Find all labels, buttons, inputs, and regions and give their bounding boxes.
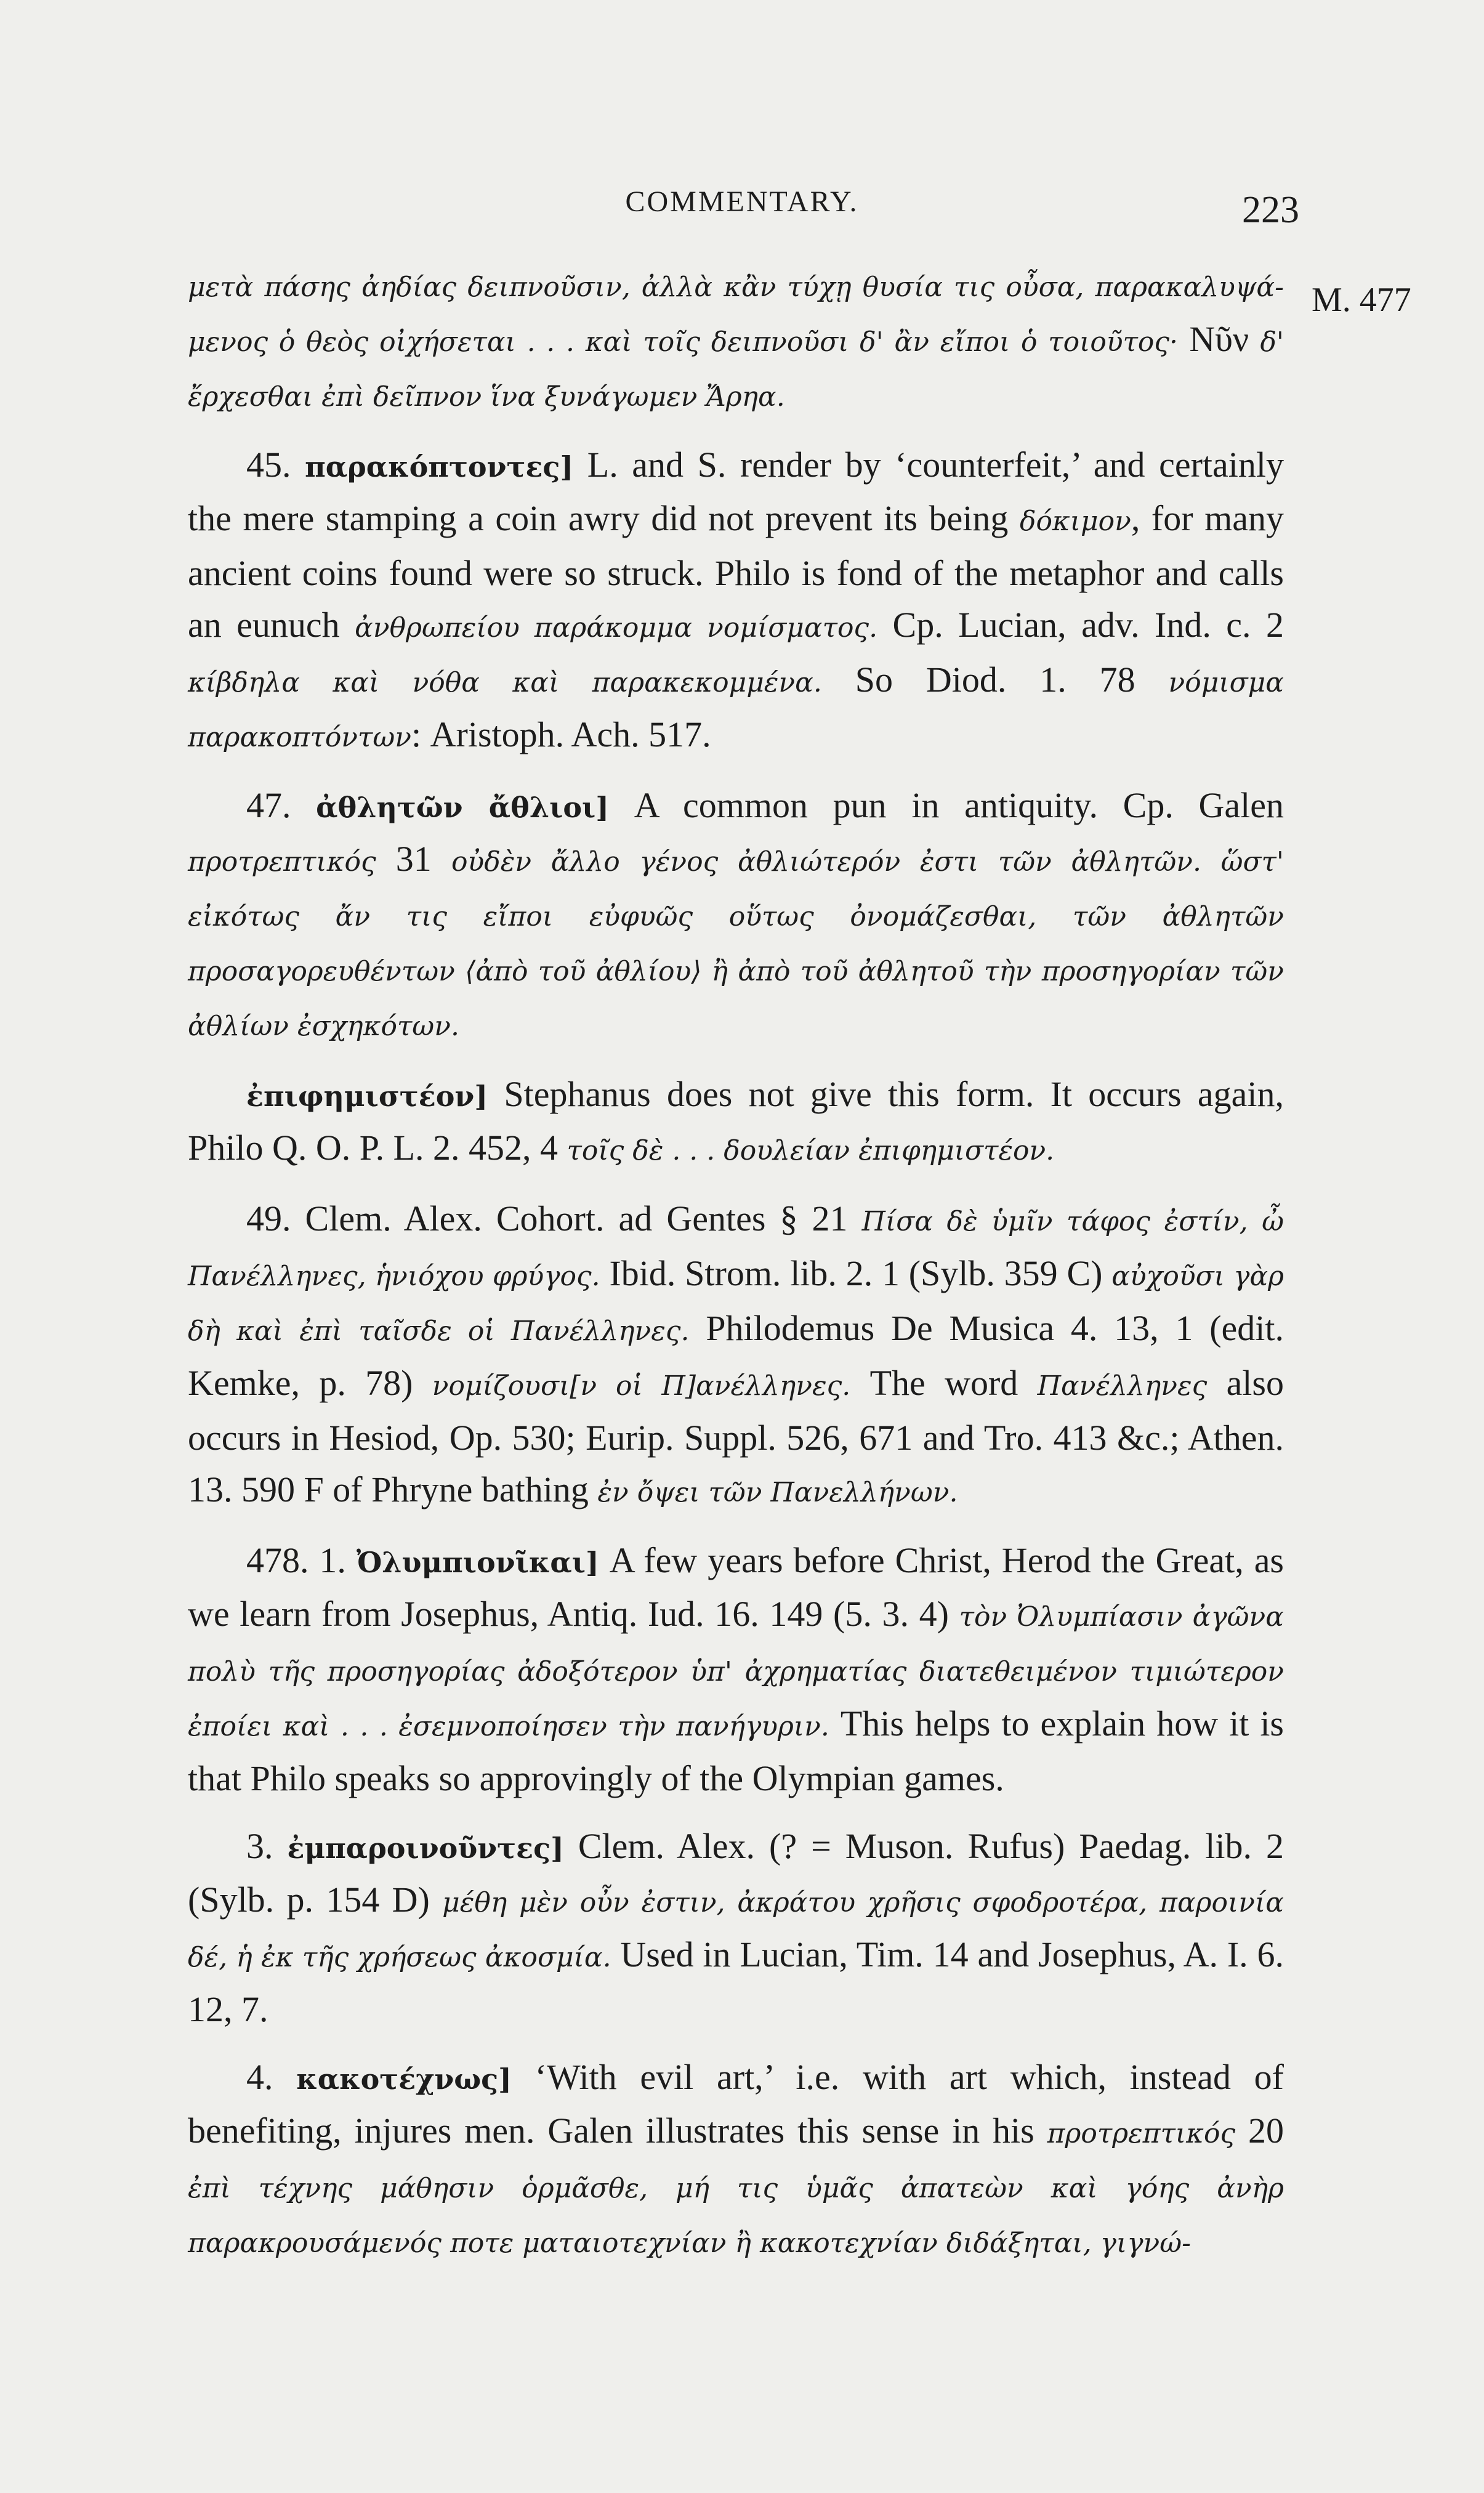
page-number: 223: [1242, 189, 1299, 231]
text-run: Νῦν: [1178, 319, 1249, 359]
text-run: Clem. Alex. (? = Muson. Rufus) Paedag. lib. 2 (Sylb. p. 154 D): [188, 1826, 1284, 1920]
text-run: A few years before Christ, Herod the Great, as we learn from Josephus, Antiq. Iud. 16. 149 (5. 3. 4): [188, 1540, 1284, 1634]
greek-quote: ἐπὶ τέχνης μάθησιν ὁρμᾶσθε, μή τις ὑμᾶς ἀπατεὼν καὶ γόης ἀνὴρ παρακρουσάμενός ποτε ματαιοτεχνίαν ἢ κακοτεχνίαν διδάξηται, γιγνώ-: [188, 2173, 1284, 2259]
lemma: κακοτέχνως]: [296, 2063, 512, 2096]
note-number: 4.: [246, 2057, 273, 2097]
text-run: Philodemus De Musica 4. 13, 1 (edit. Kemke, p. 78): [188, 1308, 1284, 1403]
note-number: 3.: [246, 1826, 273, 1866]
greek-quote: δ' ἔρχεσθαι ἐπὶ δεῖπνον ἵνα ξυνάγωμεν Ἄρηα.: [188, 326, 1284, 413]
paragraph-continuation: [188, 259, 1284, 423]
text-run: L. and S. render by ‘counterfeit,’ and certainly the mere stamping a coin awry did not prevent its being: [188, 445, 1284, 538]
text-run: This helps to explain how it is that Philo speaks so approvingly of the Olympian games.: [188, 1703, 1284, 1798]
text-run: : Aristoph. Ach. 517.: [411, 714, 711, 754]
greek-quote: μέθη μὲν οὖν ἐστιν, ἀκράτου χρῆσις σφοδροτέρα, παροινία δέ, ἡ ἐκ τῆς χρήσεως ἀκοσμία.: [188, 1887, 1284, 1973]
greek-quote: Πίσα δὲ ὑμῖν τάφος ἐστίν, ὦ Πανέλληνες, ἡνιόχου φρύγος.: [188, 1206, 1284, 1292]
greek-quote: οὐδὲν ἄλλο γένος ἀθλιώτερόν ἐστι τῶν ἀθλητῶν. ὥστ' εἰκότως ἄν τις εἴποι εὐφυῶς οὕτως ὀνομάζεσθαι, τῶν ἀθλητῶν προσαγορευθέντων ⟨ἀπὸ τοῦ ἀθλίου⟩ ἢ ἀπὸ τοῦ ἀθλητοῦ τὴν προσηγορίαν τῶν ἀθλίων ἐσχηκότων.: [188, 846, 1284, 1042]
text-run: 20: [1235, 2111, 1284, 2151]
text-run: A common pun in antiquity. Cp. Galen: [609, 785, 1284, 825]
text-run: , for many ancient coins found were so struck. Philo is fond of the metaphor and calls an eunuch: [188, 498, 1284, 645]
lemma: παρακόπτοντες]: [305, 450, 574, 483]
greek-quote: νόμισμα παρακοπτόντων: [188, 667, 1284, 753]
greek-quote: προτρεπτικός: [188, 846, 376, 878]
greek-quote: αὐχοῦσι γὰρ δὴ καὶ ἐπὶ ταῖσδε οἱ Πανέλληνες.: [188, 1261, 1284, 1347]
paragraph-47: [188, 780, 1284, 1053]
paragraph-epiphemiston: [188, 1069, 1284, 1177]
text-run: Used in Lucian, Tim. 14 and Josephus, A. I. 6. 12, 7.: [188, 1934, 1284, 2029]
greek-quote: κίβδηλα καὶ νόθα καὶ παρακεκομμένα.: [188, 667, 822, 698]
greek-quote: τὸν Ὀλυμπίασιν ἀγῶνα πολὺ τῆς προσηγορίας ἀδοξότερον ὑπ' ἀχρηματίας διατεθειμένον τιμιώτερον ἐποίει καὶ . . . ἐσεμνοποίησεν τὴν πανήγυριν.: [188, 1601, 1284, 1742]
paragraph-478: [188, 1535, 1284, 1804]
greek-quote: ἐν ὄψει τῶν Πανελλήνων.: [597, 1477, 958, 1508]
greek-quote: νομίζουσι[ν οἱ Π]ανέλληνες.: [432, 1370, 851, 1402]
text-run: also occurs in Hesiod, Op. 530; Eurip. Suppl. 526, 671 and Tro. 413 &c.; Athen. 13. 590 F of Phryne bathing: [188, 1363, 1284, 1509]
paragraph-45: [188, 439, 1284, 764]
margin-reference: M. 477: [1312, 281, 1411, 319]
greek-quote: ἀνθρωπείου παράκομμα νομίσματος.: [355, 612, 878, 644]
text-run: Stephanus does not give this form. It occurs again, Philo Q. O. P. L. 2. 452, 4: [188, 1074, 1284, 1168]
note-number: 47.: [246, 785, 291, 825]
note-number: 478. 1.: [246, 1540, 346, 1580]
text-run: 31: [376, 839, 452, 879]
note-number: 45.: [246, 445, 291, 485]
greek-quote: μετὰ πάσης ἀηδίας δειπνοῦσιν, ἀλλὰ κἂν τύχῃ θυσία τις οὖσα, παρακαλυψά-μενος ὁ θεὸς οἰχήσεται . . . καὶ τοῖς δειπνοῦσι δ' ἂν εἴποι ὁ τοιοῦτος·: [188, 272, 1284, 358]
text-run: Cp. Lucian, adv. Ind. c. 2: [877, 605, 1284, 645]
paragraph-4: [188, 2051, 1284, 2269]
running-head: COMMENTARY.: [625, 185, 859, 218]
note-number: 49.: [246, 1198, 291, 1238]
commentary-body: [188, 259, 1284, 2285]
greek-quote: προτρεπτικός: [1047, 2118, 1236, 2149]
paragraph-3: [188, 1820, 1284, 2035]
text-run: ‘With evil art,’ i.e. with art which, instead of benefiting, injures men. Galen illustrates this sense in his: [188, 2057, 1284, 2151]
lemma: ἐπιφημιστέον]: [246, 1080, 488, 1113]
text-run: The word: [850, 1363, 1038, 1403]
page-header: [0, 185, 1484, 240]
text-run: So Diod. 1. 78: [821, 660, 1169, 700]
text-run: Ibid. Strom. lib. 2. 1 (Sylb. 359 C): [600, 1253, 1112, 1293]
lemma: ἐμπαροινοῦντες]: [287, 1832, 564, 1865]
lemma: Ὀλυμπιονῖκαι]: [356, 1546, 599, 1579]
greek-quote: Πανέλληνες: [1037, 1370, 1208, 1402]
text-run: Clem. Alex. Cohort. ad Gentes § 21: [291, 1198, 862, 1238]
greek-quote: δόκιμον: [1019, 506, 1131, 537]
lemma: ἀθλητῶν ἄθλιοι]: [316, 791, 610, 824]
greek-quote: τοῖς δὲ . . . δουλείαν ἐπιφημιστέον.: [567, 1135, 1055, 1166]
paragraph-49: [188, 1193, 1284, 1519]
